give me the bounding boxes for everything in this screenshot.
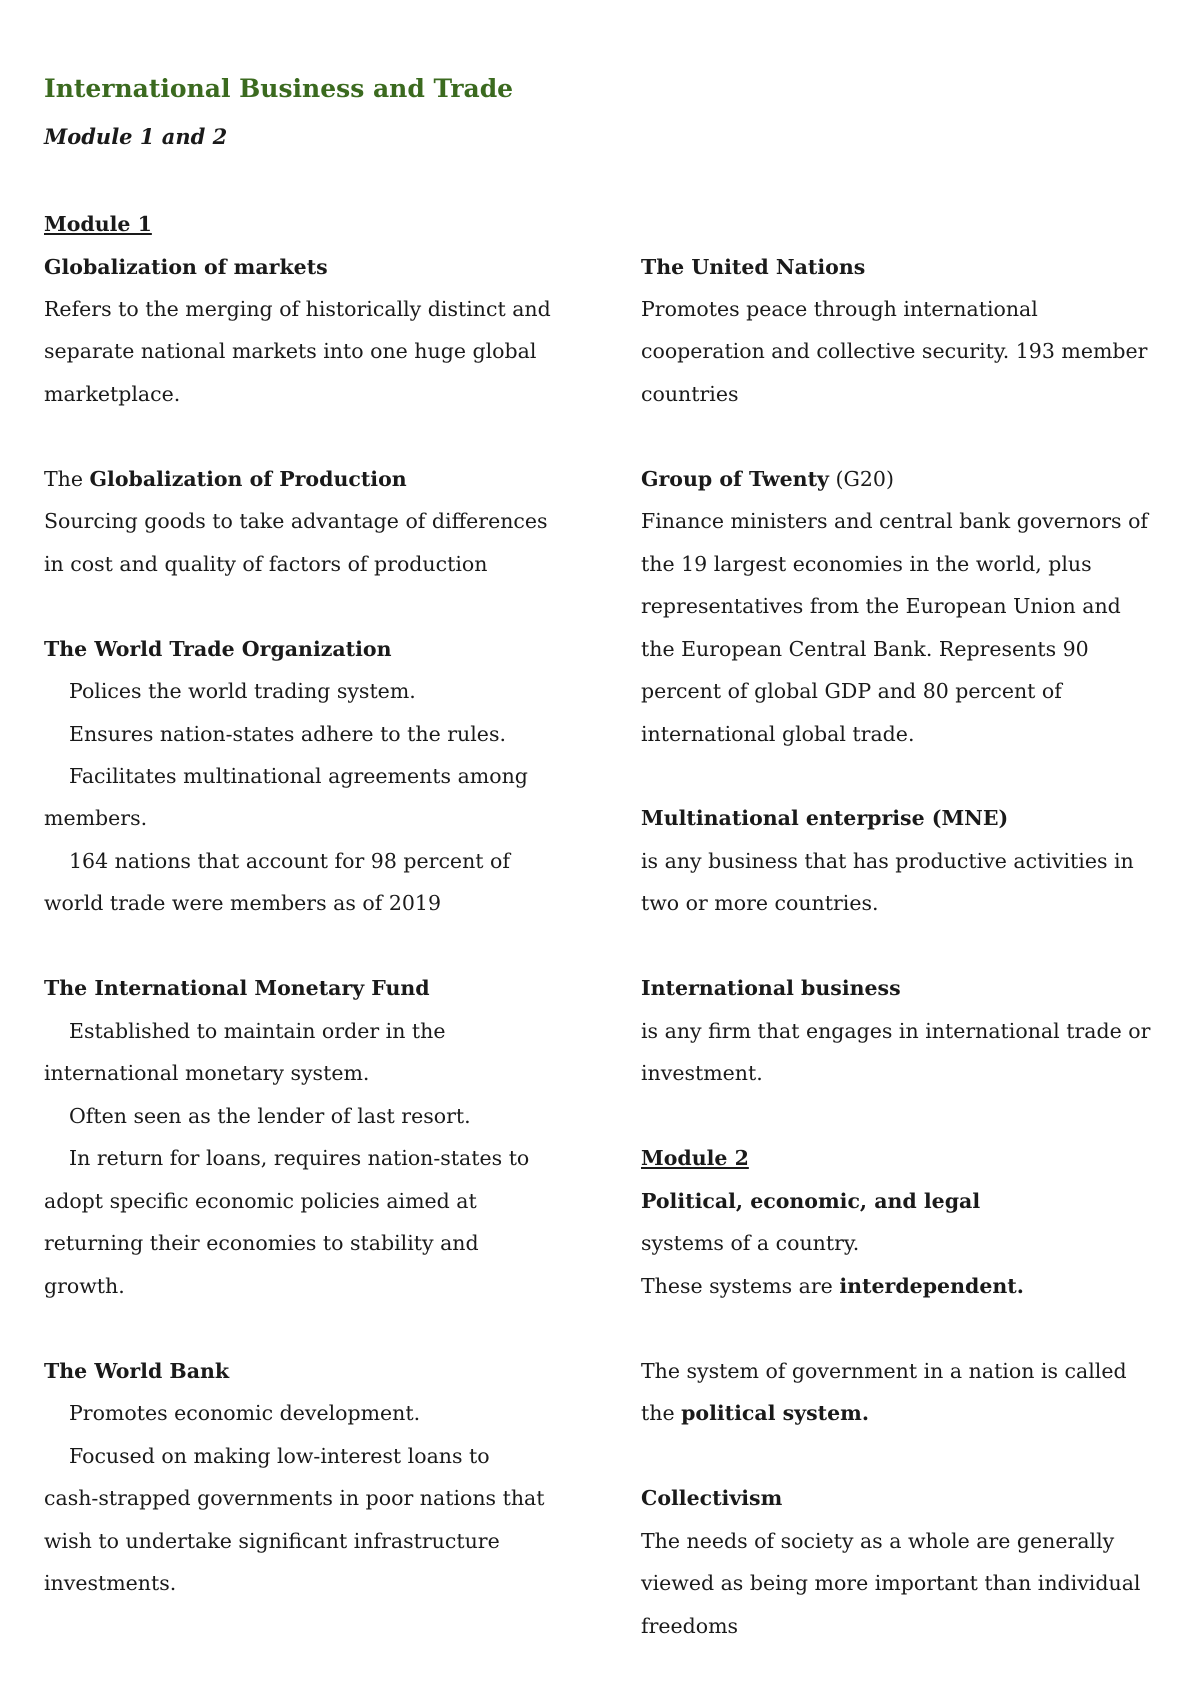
heading-bold: Group of Twenty <box>641 467 829 491</box>
heading-suffix: (G20) <box>828 467 894 491</box>
intl-business-text: investment. <box>641 1061 763 1085</box>
un-text: cooperation and collective security. 193 member <box>641 339 1148 363</box>
module-2-heading: Module 2 <box>641 1146 749 1170</box>
wto-heading: The World Trade Organization <box>44 637 392 661</box>
text-bold: political system. <box>681 1401 869 1425</box>
globalization-markets-text: Refers to the merging of historically distinct and <box>44 297 551 321</box>
systems-heading: Political, economic, and legal <box>641 1189 981 1213</box>
world-bank-text: wish to undertake significant infrastructure <box>44 1529 500 1553</box>
g20-text: the 19 largest economies in the world, plus <box>641 552 1092 576</box>
un-text: countries <box>641 382 739 406</box>
imf-text: adopt specific economic policies aimed at <box>44 1189 477 1213</box>
intl-business-text: is any firm that engages in international trade or <box>641 1019 1151 1043</box>
g20-text: international global trade. <box>641 722 915 746</box>
g20-text: representatives from the European Union and <box>641 594 1121 618</box>
module-1-heading: Module 1 <box>44 212 152 236</box>
world-bank-text: cash-strapped governments in poor nations that <box>44 1486 545 1510</box>
wto-text: Polices the world trading system. <box>69 679 416 703</box>
political-system-text <box>641 1400 869 1426</box>
mne-text: is any business that has productive activities in <box>641 849 1134 873</box>
g20-text: percent of global GDP and 80 percent of <box>641 679 1062 703</box>
wto-text: Facilitates multinational agreements among <box>69 764 528 788</box>
world-bank-text: Focused on making low-interest loans to <box>69 1444 490 1468</box>
globalization-markets-text: separate national markets into one huge global <box>44 339 537 363</box>
document-title: International Business and Trade <box>44 74 514 103</box>
heading-bold: Globalization of Production <box>89 467 407 491</box>
systems-text: systems of a country. <box>641 1231 860 1255</box>
globalization-production-text: in cost and quality of factors of production <box>44 552 488 576</box>
imf-text: In return for loans, requires nation-states to <box>69 1146 530 1170</box>
text-prefix: the <box>641 1401 682 1425</box>
imf-text: international monetary system. <box>44 1061 370 1085</box>
wto-text: 164 nations that account for 98 percent of <box>69 849 510 873</box>
intl-business-heading: International business <box>641 976 901 1000</box>
imf-text: growth. <box>44 1274 125 1298</box>
g20-text: the European Central Bank. Represents 90 <box>641 637 1089 661</box>
mne-heading: Multinational enterprise (MNE) <box>641 806 1009 830</box>
collectivism-text: viewed as being more important than individual <box>641 1571 1141 1595</box>
world-bank-heading: The World Bank <box>44 1359 230 1383</box>
globalization-production-heading <box>44 466 407 492</box>
g20-heading <box>641 466 894 492</box>
globalization-markets-heading: Globalization of markets <box>44 255 328 279</box>
world-bank-text: investments. <box>44 1571 177 1595</box>
imf-text: Established to maintain order in the <box>69 1019 446 1043</box>
g20-text: Finance ministers and central bank governors of <box>641 509 1149 533</box>
collectivism-text: freedoms <box>641 1614 739 1638</box>
imf-heading: The International Monetary Fund <box>44 976 430 1000</box>
mne-text: two or more countries. <box>641 891 879 915</box>
globalization-production-text: Sourcing goods to take advantage of differences <box>44 509 548 533</box>
wto-text: members. <box>44 806 148 830</box>
political-system-text: The system of government in a nation is called <box>641 1359 1127 1383</box>
imf-text: Often seen as the lender of last resort. <box>69 1104 471 1128</box>
text-bold: interdependent. <box>839 1274 1024 1298</box>
un-heading: The United Nations <box>641 255 866 279</box>
collectivism-text: The needs of society as a whole are generally <box>641 1529 1115 1553</box>
imf-text: returning their economies to stability and <box>44 1231 479 1255</box>
un-text: Promotes peace through international <box>641 297 1038 321</box>
wto-text: world trade were members as of 2019 <box>44 891 442 915</box>
document-subtitle: Module 1 and 2 <box>44 124 228 149</box>
text-prefix: These systems are <box>641 1274 840 1298</box>
globalization-markets-text: marketplace. <box>44 382 181 406</box>
systems-text <box>641 1273 1024 1299</box>
heading-prefix: The <box>44 467 90 491</box>
world-bank-text: Promotes economic development. <box>69 1401 421 1425</box>
wto-text: Ensures nation-states adhere to the rules. <box>69 722 506 746</box>
collectivism-heading: Collectivism <box>641 1486 783 1510</box>
